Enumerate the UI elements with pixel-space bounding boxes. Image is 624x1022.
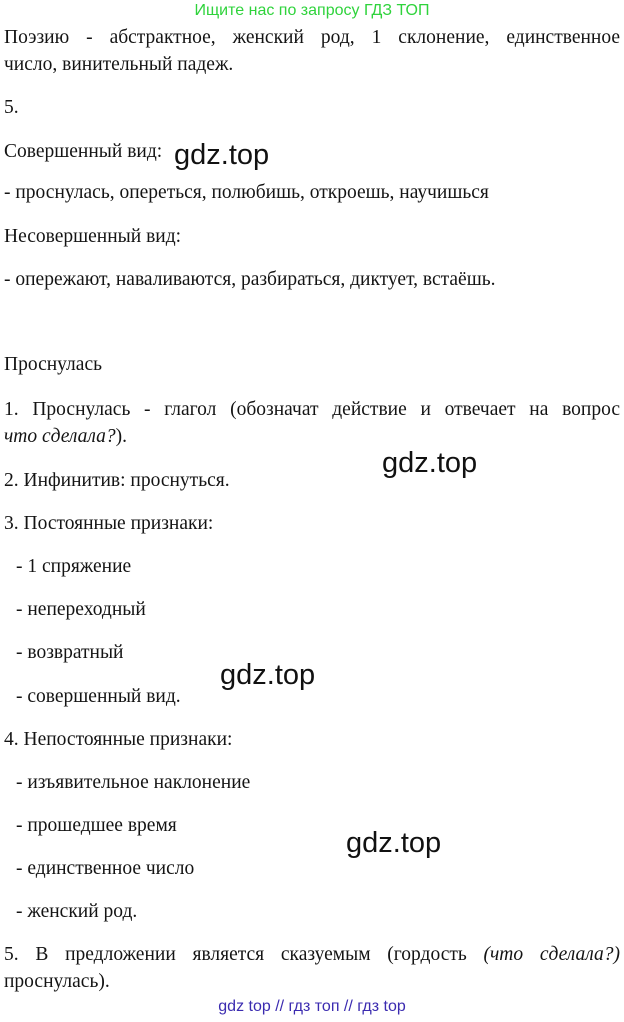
text-line: проснулась). xyxy=(4,971,110,992)
italic-question: (что сделала?) xyxy=(483,944,621,965)
text-fragment: ). xyxy=(115,426,128,447)
footer-links[interactable]: gdz top // гдз топ // гдз top xyxy=(218,998,406,1015)
list-item: - женский род. xyxy=(16,901,138,922)
list-item: - прошедшее время xyxy=(16,815,177,836)
text-line xyxy=(4,943,620,967)
text-line: - проснулась, опереться, полюбишь, откроешь, научишься xyxy=(4,182,489,203)
text-fragment: 5. В предложении является сказуемым (гордость xyxy=(4,944,484,965)
watermark: gdz.top xyxy=(382,447,478,479)
list-item: - совершенный вид. xyxy=(16,686,181,707)
watermark: gdz.top xyxy=(346,827,442,859)
text-line: 3. Постоянные признаки: xyxy=(4,513,214,534)
text-line: 4. Непостоянные признаки: xyxy=(4,729,233,750)
text-line: Несовершенный вид: xyxy=(4,226,182,247)
list-item: - 1 спряжение xyxy=(16,556,132,577)
list-item: - возвратный xyxy=(16,642,124,663)
text-line: Поэзию - абстрактное, женский род, 1 склонение, единственное xyxy=(4,27,620,48)
search-banner[interactable]: Ищите нас по запросу ГДЗ ТОП xyxy=(194,2,430,19)
list-item: - единственное число xyxy=(16,858,195,879)
text-line xyxy=(4,425,620,449)
text-line: 2. Инфинитив: проснуться. xyxy=(4,470,230,491)
list-item: - непереходный xyxy=(16,599,146,620)
section-heading: Проснулась xyxy=(4,354,102,375)
text-line: число, винительный падеж. xyxy=(4,54,234,75)
text-line: Совершенный вид: xyxy=(4,141,163,162)
list-item: - изъявительное наклонение xyxy=(16,772,251,793)
italic-question: что сделала? xyxy=(4,426,116,447)
text-line: 1. Проснулась - глагол (обозначат действие и отвечает на вопрос xyxy=(4,399,620,420)
text-line: - опережают, наваливаются, разбираться, диктует, встаёшь. xyxy=(4,269,496,290)
watermark: gdz.top xyxy=(220,659,316,691)
watermark: gdz.top xyxy=(174,139,270,171)
text-line: 5. xyxy=(4,97,19,118)
